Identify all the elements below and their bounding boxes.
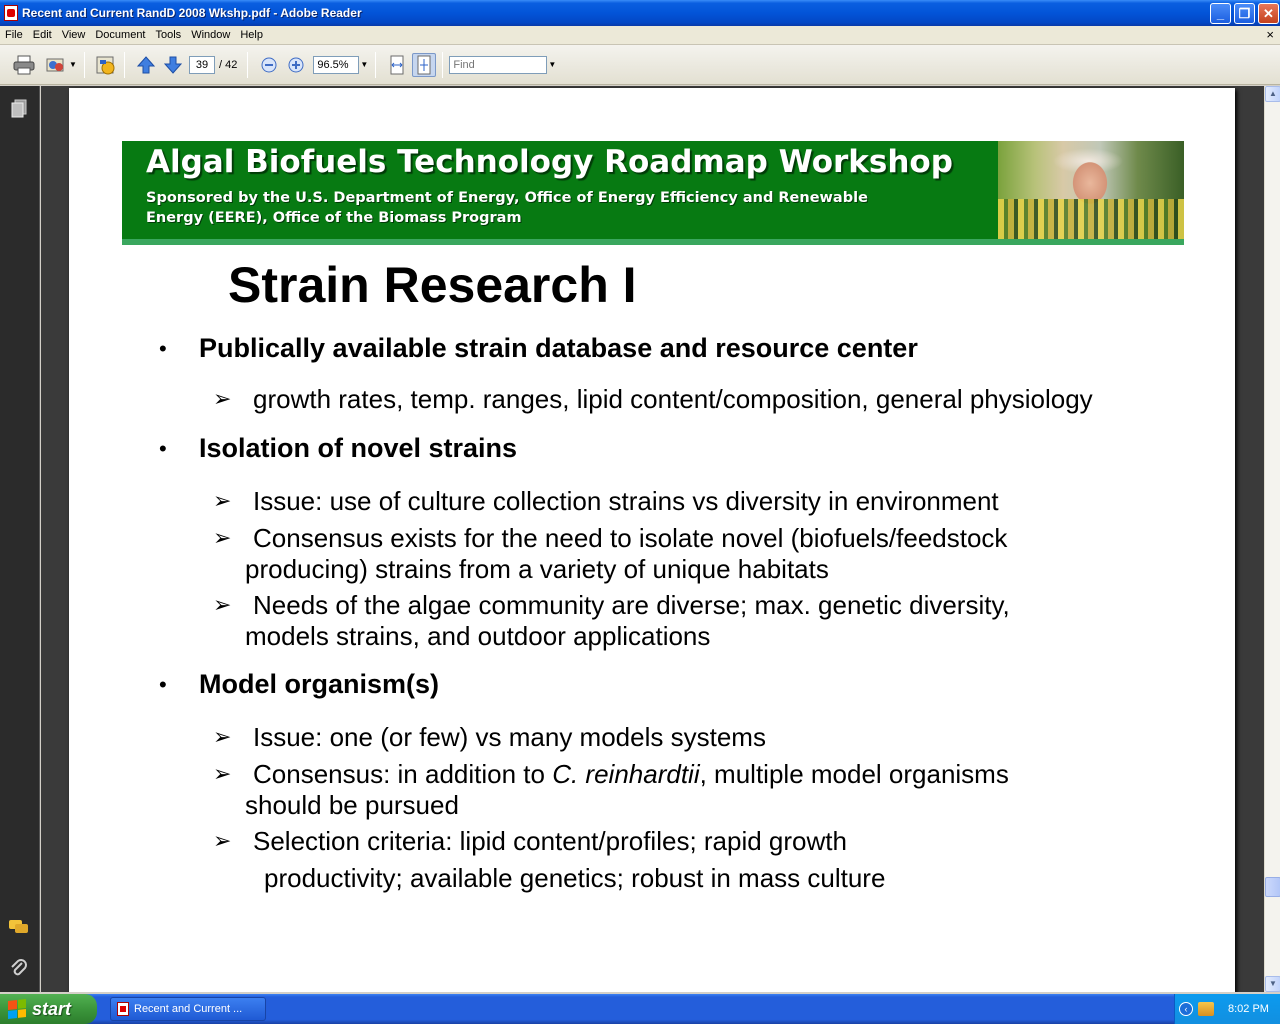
attachments-icon[interactable] bbox=[8, 958, 30, 980]
toolbar-separator bbox=[124, 52, 125, 78]
email-icon[interactable] bbox=[44, 53, 68, 77]
menu-edit[interactable]: Edit bbox=[32, 29, 52, 41]
scroll-down-icon[interactable]: ▼ bbox=[1265, 976, 1280, 992]
arrow-bullet-icon: ➢ bbox=[213, 592, 232, 617]
slide-title: Strain Research I bbox=[228, 257, 637, 313]
find-dropdown-icon[interactable]: ▼ bbox=[548, 60, 557, 69]
banner-subtitle-line: Sponsored by the U.S. Department of Energy, Office of Energy Efficiency and Renewable bbox=[146, 190, 868, 206]
sub-point bbox=[253, 759, 1009, 790]
comments-icon[interactable] bbox=[8, 916, 30, 938]
toolbar-separator bbox=[375, 52, 376, 78]
sub-point-continuation: producing) strains from a variety of unique habitats bbox=[245, 554, 829, 584]
sub-point: Consensus exists for the need to isolate novel (biofuels/feedstock bbox=[253, 523, 1008, 553]
document-viewport[interactable] bbox=[41, 86, 1264, 992]
print-icon[interactable] bbox=[12, 53, 36, 77]
rotate-icon[interactable] bbox=[94, 53, 118, 77]
zoom-out-icon[interactable] bbox=[257, 53, 281, 77]
menu-document[interactable]: Document bbox=[95, 29, 146, 41]
arrow-bullet-icon: ➢ bbox=[213, 724, 232, 749]
start-button[interactable] bbox=[0, 994, 97, 1024]
sub-point-continuation: productivity; available genetics; robust in mass culture bbox=[264, 863, 886, 893]
menu-help[interactable]: Help bbox=[240, 29, 263, 41]
sub-point-text: Consensus: in addition to bbox=[253, 759, 553, 789]
menu-tools[interactable]: Tools bbox=[155, 29, 182, 41]
title-bar bbox=[0, 0, 1280, 26]
sub-point: Issue: use of culture collection strains vs diversity in environment bbox=[253, 486, 999, 516]
adobe-reader-icon bbox=[117, 1002, 129, 1016]
scrollbar-thumb[interactable] bbox=[1265, 877, 1280, 897]
taskbar bbox=[0, 994, 1280, 1024]
document-close-button[interactable]: × bbox=[1266, 27, 1274, 42]
banner-subtitle bbox=[146, 188, 906, 228]
find-input[interactable] bbox=[449, 56, 547, 74]
banner-title: Algal Biofuels Technology Roadmap Workshop bbox=[146, 144, 953, 180]
toolbar-separator bbox=[247, 52, 248, 78]
windows-logo-icon bbox=[8, 999, 26, 1019]
sub-point-continuation: models strains, and outdoor applications bbox=[245, 621, 711, 651]
menu-view[interactable]: View bbox=[61, 29, 86, 41]
arrow-bullet-icon: ➢ bbox=[213, 525, 232, 550]
fit-width-icon[interactable] bbox=[385, 53, 409, 77]
clock: 8:02 PM bbox=[1228, 1003, 1269, 1015]
arrow-bullet-icon: ➢ bbox=[213, 386, 232, 411]
previous-page-icon[interactable] bbox=[134, 53, 158, 77]
toolbar-separator bbox=[442, 52, 443, 78]
page-number-input[interactable] bbox=[189, 56, 215, 74]
show-hidden-icons-icon[interactable]: ‹ bbox=[1179, 1002, 1193, 1016]
pdf-page bbox=[69, 88, 1235, 992]
bullet-heading: Model organism(s) bbox=[199, 669, 440, 699]
test-tubes-image bbox=[998, 199, 1184, 239]
email-dropdown-icon[interactable]: ▼ bbox=[69, 60, 77, 69]
zoom-in-icon[interactable] bbox=[284, 53, 308, 77]
sub-point-continuation: should be pursued bbox=[245, 790, 459, 820]
system-tray bbox=[1174, 994, 1280, 1024]
bullet-dot: • bbox=[159, 672, 167, 697]
vertical-scrollbar[interactable] bbox=[1264, 86, 1280, 992]
species-name: C. reinhardtii bbox=[552, 759, 700, 789]
toolbar-separator bbox=[84, 52, 85, 78]
scroll-up-icon[interactable]: ▲ bbox=[1265, 86, 1280, 102]
sub-point: Needs of the algae community are diverse; max. genetic diversity, bbox=[253, 590, 1010, 620]
minimize-button[interactable]: _ bbox=[1210, 3, 1231, 24]
zoom-dropdown-icon[interactable]: ▼ bbox=[360, 60, 369, 69]
menu-window[interactable]: Window bbox=[191, 29, 231, 41]
scientist-photo bbox=[998, 141, 1184, 239]
close-button[interactable]: ✕ bbox=[1258, 3, 1279, 24]
toolbar bbox=[0, 45, 1280, 85]
restore-button[interactable]: ❐ bbox=[1234, 3, 1255, 24]
arrow-bullet-icon: ➢ bbox=[213, 828, 232, 853]
taskbar-item-label: Recent and Current ... bbox=[134, 1003, 243, 1015]
sub-point: Selection criteria: lipid content/profiles; rapid growth bbox=[253, 826, 847, 856]
zoom-input[interactable] bbox=[313, 56, 359, 74]
bullet-dot: • bbox=[159, 336, 167, 361]
sub-point: Issue: one (or few) vs many models systems bbox=[253, 722, 766, 752]
arrow-bullet-icon: ➢ bbox=[213, 761, 232, 786]
menu-bar bbox=[0, 26, 1280, 45]
taskbar-item-adobe-reader[interactable] bbox=[110, 997, 266, 1021]
adobe-reader-icon bbox=[4, 5, 18, 21]
workshop-banner bbox=[122, 141, 1184, 245]
navigation-pane bbox=[0, 86, 40, 992]
next-page-icon[interactable] bbox=[161, 53, 185, 77]
pages-icon[interactable] bbox=[8, 98, 30, 120]
arrow-bullet-icon: ➢ bbox=[213, 488, 232, 513]
start-label: start bbox=[32, 998, 72, 1019]
bullet-dot: • bbox=[159, 436, 167, 461]
menu-file[interactable]: File bbox=[5, 29, 23, 41]
network-icon[interactable] bbox=[1198, 1002, 1214, 1016]
sub-point: growth rates, temp. ranges, lipid content/composition, general physiology bbox=[253, 384, 1093, 414]
window-title: Recent and Current RandD 2008 Wkshp.pdf - Adobe Reader bbox=[22, 6, 362, 20]
bullet-heading: Publically available strain database and resource center bbox=[199, 333, 918, 363]
page-count: / 42 bbox=[219, 58, 238, 71]
sub-point-text: , multiple model organisms bbox=[699, 759, 1009, 789]
fit-page-icon[interactable] bbox=[412, 53, 436, 77]
bullet-heading: Isolation of novel strains bbox=[199, 433, 518, 463]
banner-subtitle-line: Energy (EERE), Office of the Biomass Program bbox=[146, 210, 522, 226]
